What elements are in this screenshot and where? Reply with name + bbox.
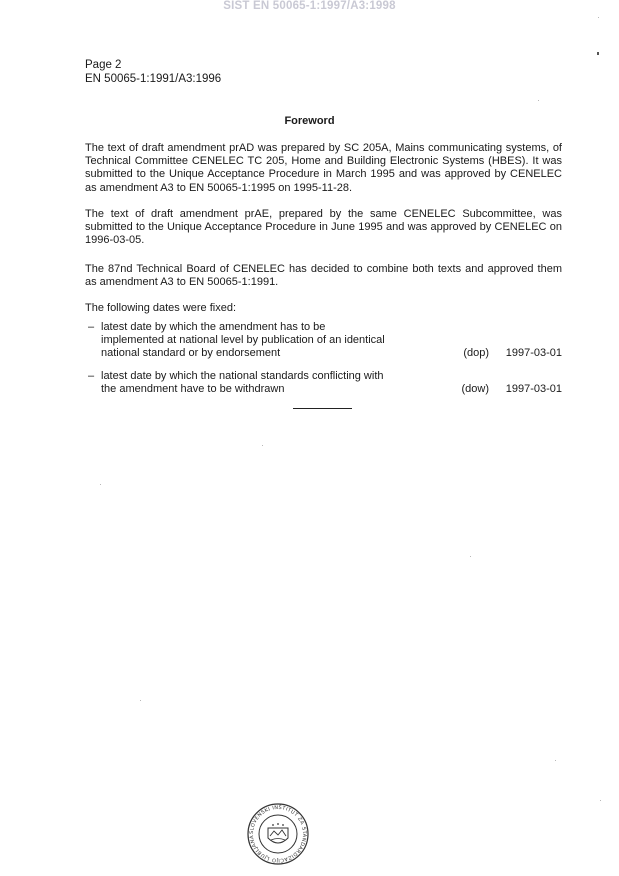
institute-seal-icon — [246, 802, 310, 866]
svg-text:SLOVENSKI INŠTITUT ZA STANDARD — [249, 804, 307, 863]
foreword-title: Foreword — [284, 115, 335, 127]
bullet-dash: – — [88, 321, 95, 333]
date-value: 1997-03-01 — [505, 383, 562, 396]
scan-speck — [597, 52, 599, 55]
scan-speck — [538, 100, 539, 101]
page-header — [85, 58, 221, 86]
date-value: 1997-03-01 — [505, 347, 562, 360]
paragraph-2: The text of draft amendment prAE, prepared by the same CENELEC Subcommittee, was submitted to the Unique Acceptance Procedure in June 1995 and was approved by CENELEC on 1996-03-05. — [85, 208, 562, 247]
scan-speck — [140, 700, 141, 701]
date-item-dop — [88, 321, 562, 361]
scan-speck — [598, 17, 599, 18]
document-reference: EN 50065-1:1991/A3:1996 — [85, 73, 222, 85]
seal-text: SLOVENSKI INŠTITUT ZA STANDARDIZACIJO LJUBLJANA — [248, 804, 308, 864]
bullet-dash: – — [88, 370, 95, 382]
paragraph-4: The following dates were fixed: — [85, 302, 237, 314]
date-item-dow — [88, 370, 562, 396]
paragraph-3: The 87nd Technical Board of CENELEC has decided to combine both texts and approved them as amendment A3 to EN 50065-1:1991. — [85, 263, 562, 289]
scan-speck — [470, 556, 471, 557]
watermark: SIST EN 50065-1:1997/A3:1998 — [223, 0, 396, 12]
paragraph-1: The text of draft amendment prAD was prepared by SC 205A, Mains communicating systems, of Technical Committee CENELEC TC 205, Home and Building Electronic Systems (HBES). It was submitted to the Unique Acceptance Procedure in March 1995 and was approved by CENELEC as amendment A3 to EN 50065-1:1995 on 1995-11-28. — [85, 142, 562, 194]
scan-speck — [100, 484, 101, 485]
date-code: (dop) — [463, 347, 489, 360]
scan-speck — [262, 445, 263, 446]
section-divider — [293, 408, 352, 409]
date-description: latest date by which the national standards conflicting with the amendment have to be withdrawn — [101, 370, 384, 396]
page-number: Page 2 — [85, 59, 122, 71]
date-code: (dow) — [461, 383, 489, 396]
scan-speck — [555, 760, 556, 761]
scan-speck — [600, 800, 601, 801]
date-description: latest date by which the amendment has to be implemented at national level by publication of an identical national standard or by endorsement — [101, 321, 385, 360]
